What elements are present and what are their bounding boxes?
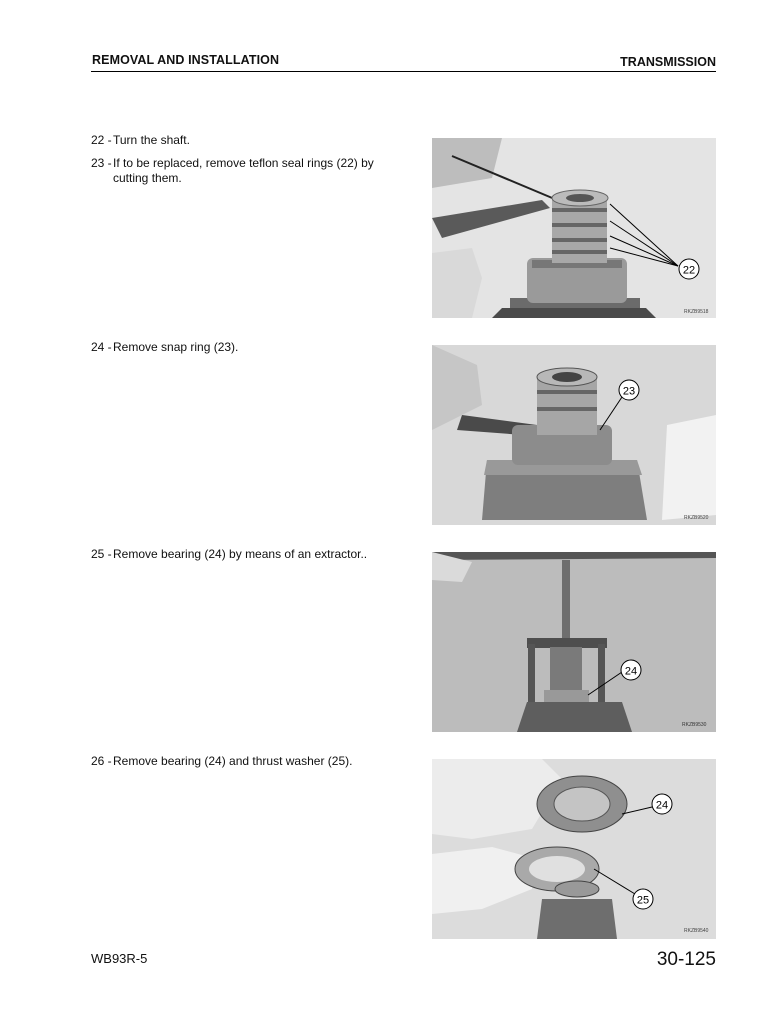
callout-22: 22	[682, 264, 696, 277]
header-rule	[91, 71, 716, 72]
callout-23: 23	[622, 385, 636, 398]
step-number: 26 -	[91, 754, 112, 768]
step-text: Remove snap ring (23).	[113, 340, 239, 354]
figure-extractor-photo	[432, 552, 716, 732]
step-24	[91, 340, 411, 355]
step-22	[91, 133, 411, 148]
step-text: Remove bearing (24) and thrust washer (25).	[113, 754, 353, 768]
section-title: REMOVAL AND INSTALLATION	[92, 53, 280, 67]
step-number: 24 -	[91, 340, 112, 354]
figure-code: RKZB9518	[684, 309, 709, 315]
callout-24: 24	[655, 799, 669, 812]
figure-code: RKZB9540	[684, 928, 709, 934]
callout-25: 25	[636, 894, 650, 907]
model-name: WB93R-5	[91, 951, 148, 966]
step-25	[91, 547, 411, 562]
step-text: Remove bearing (24) by means of an extractor..	[113, 547, 368, 561]
figure-snap-ring-photo	[432, 345, 716, 525]
figure-bearing-washer-photo	[432, 759, 716, 939]
callout-24: 24	[624, 665, 638, 678]
step-number: 22 -	[91, 133, 112, 147]
step-26	[91, 754, 411, 769]
step-number: 25 -	[91, 547, 112, 561]
figure-code: RKZB9530	[682, 722, 707, 728]
step-23	[91, 156, 411, 186]
step-number: 23 -	[91, 156, 112, 170]
page-number: 30-125	[656, 949, 716, 970]
figure-seal-rings-photo	[432, 138, 716, 318]
step-text: Turn the shaft.	[113, 133, 190, 147]
step-text: If to be replaced, remove teflon seal rings (22) by cutting them.	[113, 156, 374, 185]
chapter-title: TRANSMISSION	[620, 55, 716, 69]
figure-code: RKZB9520	[684, 515, 709, 521]
